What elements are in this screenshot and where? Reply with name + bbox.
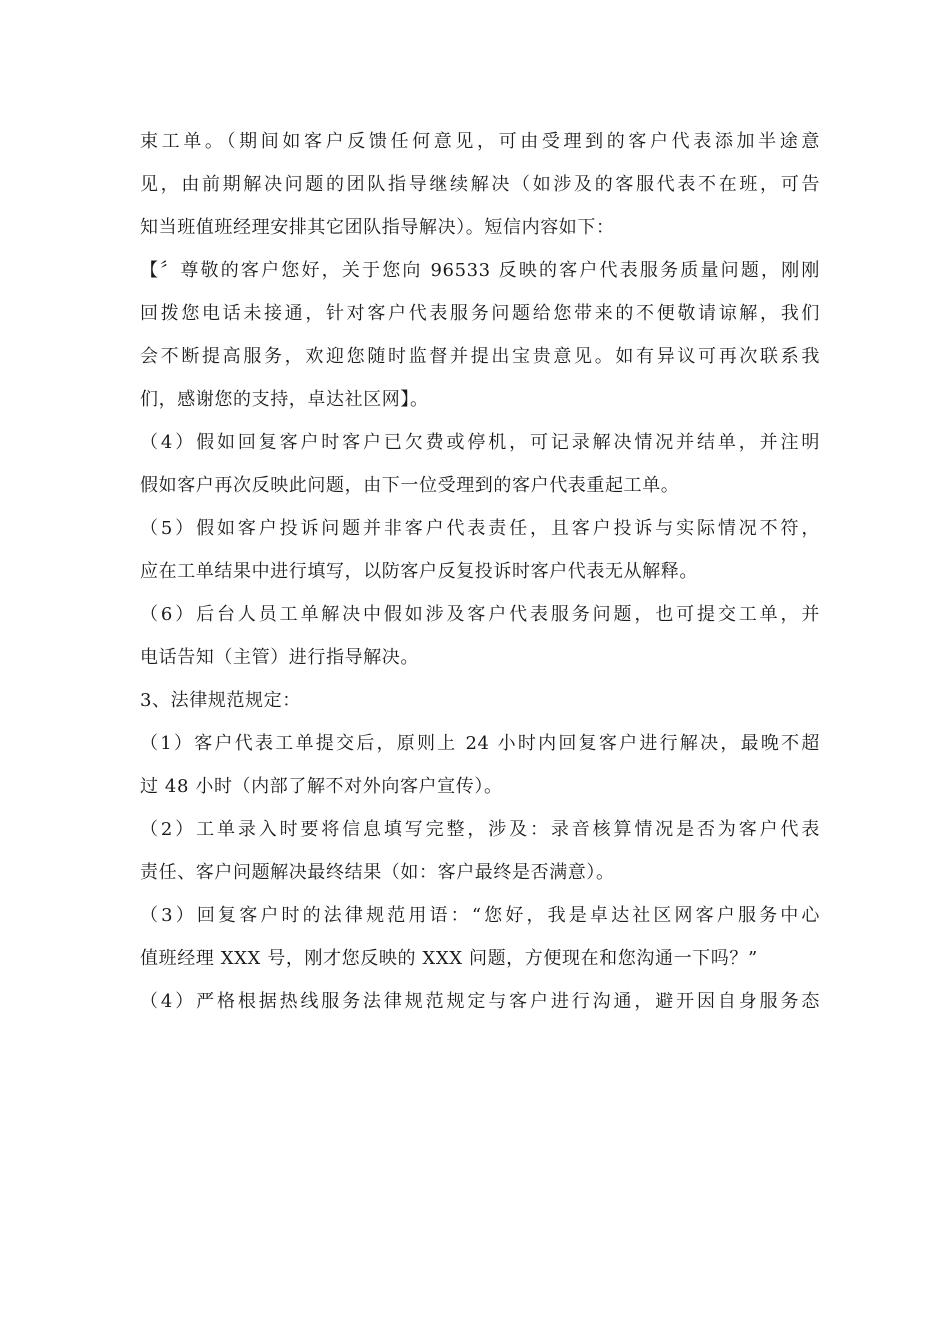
document-body [140,120,820,1023]
text-line: 会不断提高服务，欢迎您随时监督并提出宝贵意见。如有异议可再次联系我 [140,346,820,367]
text-line: （3）回复客户时的法律规范用语：“您好，我是卓达社区网客户服务中心 [140,905,820,926]
text-line: （5）假如客户投诉问题并非客户代表责任，且客户投诉与实际情况不符， [140,518,820,539]
text-line: 【〞尊敬的客户您好，关于您向 96533 反映的客户代表服务质量问题，刚刚 [140,260,820,281]
text-line: （1）客户代表工单提交后，原则上 24 小时内回复客户进行解决，最晚不超 [140,733,820,754]
text-line: 知当班值班经理安排其它团队指导解决）。短信内容如下： [140,217,615,238]
text-line: 电话告知（主管）进行指导解决。 [140,647,419,668]
text-line: （4）假如回复客户时客户已欠费或停机，可记录解决情况并结单，并注明 [140,432,820,453]
text-line: 束工单。（期间如客户反馈任何意见，可由受理到的客户代表添加半途意 [140,131,820,152]
text-line: 应在工单结果中进行填写，以防客户反复投诉时客户代表无从解释。 [140,561,698,582]
text-line: 们，感谢您的支持，卓达社区网】。 [140,389,429,410]
text-line: （4）严格根据热线服务法律规范规定与客户进行沟通，避开因自身服务态 [140,991,820,1012]
text-line: 值班经理 XXX 号，刚才您反映的 XXX 问题，方便现在和您沟通一下吗？” [140,948,758,969]
section-heading: 3、法律规范规定： [140,690,301,711]
text-line: （2）工单录入时要将信息填写完整，涉及：录音核算情况是否为客户代表 [140,819,820,840]
text-line: 假如客户再次反映此问题，由下一位受理到的客户代表重起工单。 [140,475,680,496]
text-line: 回拨您电话未接通，针对客户代表服务问题给您带来的不便敬请谅解，我们 [140,303,820,324]
text-line: （6）后台人员工单解决中假如涉及客户代表服务问题，也可提交工单，并 [140,604,820,625]
text-line: 责任、客户问题解决最终结果（如：客户最终是否满意）。 [140,862,615,883]
text-line: 过 48 小时（内部了解不对外向客户宣传）。 [140,776,503,797]
text-line: 见，由前期解决问题的团队指导继续解决（如涉及的客服代表不在班，可告 [140,174,820,195]
